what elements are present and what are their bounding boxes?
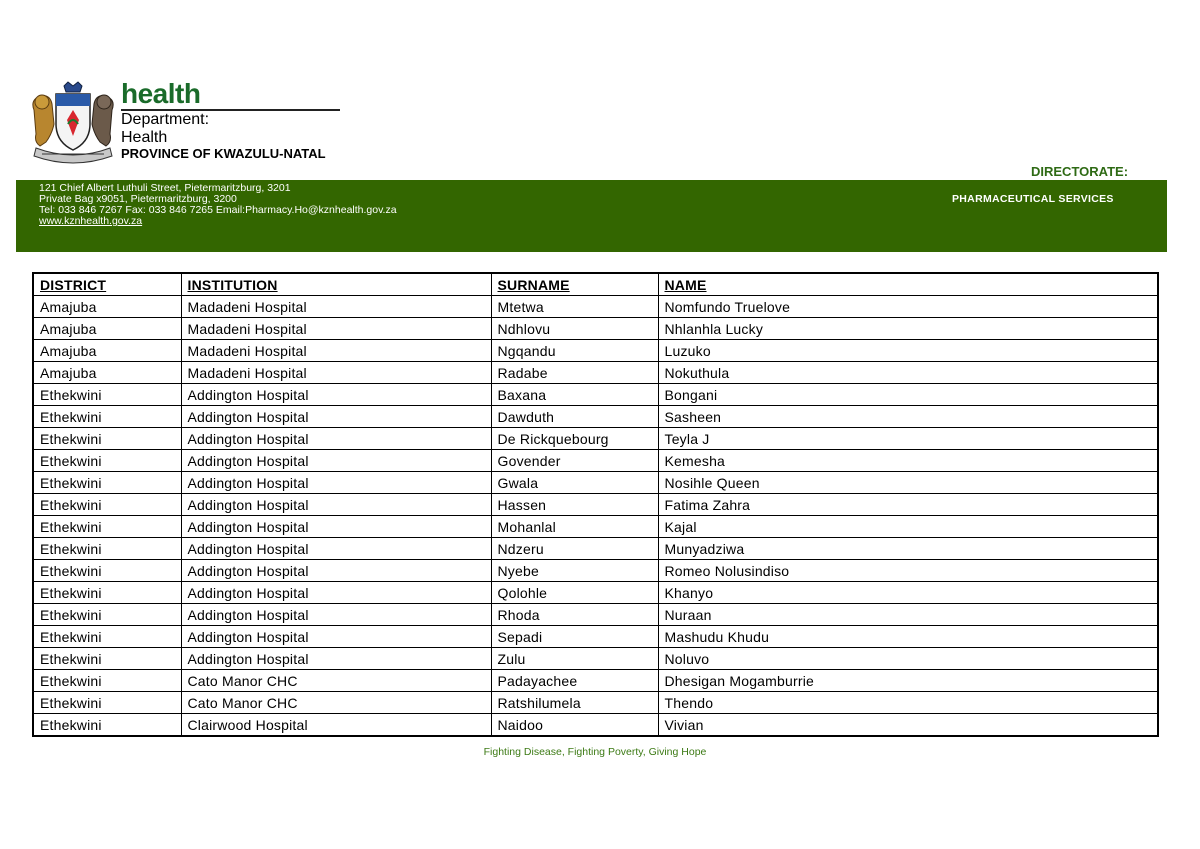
cell-district: Ethekwini (33, 714, 181, 737)
cell-name: Kajal (658, 516, 1158, 538)
cell-institution: Cato Manor CHC (181, 670, 491, 692)
directorate-label: DIRECTORATE: (1031, 164, 1129, 179)
slogan-footer: Fighting Disease, Fighting Poverty, Giving Hope (483, 746, 707, 758)
cell-surname: Ndzeru (491, 538, 658, 560)
cell-district: Ethekwini (33, 516, 181, 538)
cell-surname: Baxana (491, 384, 658, 406)
table-header-row (33, 273, 1158, 296)
table-row (33, 714, 1158, 737)
cell-institution: Addington Hospital (181, 428, 491, 450)
table-row (33, 494, 1158, 516)
department-label: Department: (121, 111, 210, 128)
table-row (33, 428, 1158, 450)
address-line-postal: Private Bag x9051, Pietermaritzburg, 3200 (39, 193, 237, 205)
cell-institution: Addington Hospital (181, 582, 491, 604)
staff-table (32, 272, 1159, 737)
cell-name: Sasheen (658, 406, 1158, 428)
cell-district: Ethekwini (33, 494, 181, 516)
table-row (33, 692, 1158, 714)
cell-district: Ethekwini (33, 604, 181, 626)
cell-institution: Addington Hospital (181, 560, 491, 582)
cell-surname: Gwala (491, 472, 658, 494)
cell-district: Ethekwini (33, 626, 181, 648)
table-row (33, 340, 1158, 362)
cell-institution: Clairwood Hospital (181, 714, 491, 737)
cell-district: Ethekwini (33, 450, 181, 472)
cell-surname: Ngqandu (491, 340, 658, 362)
cell-institution: Addington Hospital (181, 648, 491, 670)
column-header-surname: SURNAME (491, 273, 658, 296)
cell-surname: Ndhlovu (491, 318, 658, 340)
cell-surname: De Rickquebourg (491, 428, 658, 450)
address-line-street: 121 Chief Albert Luthuli Street, Pietermaritzburg, 3201 (39, 182, 291, 194)
cell-name: Vivian (658, 714, 1158, 737)
cell-district: Ethekwini (33, 538, 181, 560)
cell-institution: Madadeni Hospital (181, 296, 491, 318)
website-link[interactable]: www.kznhealth.gov.za (39, 215, 143, 227)
cell-institution: Cato Manor CHC (181, 692, 491, 714)
cell-surname: Naidoo (491, 714, 658, 737)
table-row (33, 318, 1158, 340)
table-row (33, 472, 1158, 494)
cell-district: Ethekwini (33, 384, 181, 406)
cell-surname: Nyebe (491, 560, 658, 582)
table-row (33, 362, 1158, 384)
address-banner (16, 180, 1167, 252)
table-row (33, 582, 1158, 604)
cell-name: Mashudu Khudu (658, 626, 1158, 648)
cell-district: Amajuba (33, 296, 181, 318)
cell-name: Kemesha (658, 450, 1158, 472)
kzn-coat-of-arms-logo (28, 80, 118, 166)
cell-institution: Addington Hospital (181, 538, 491, 560)
cell-district: Ethekwini (33, 582, 181, 604)
cell-institution: Addington Hospital (181, 472, 491, 494)
column-header-institution: INSTITUTION (181, 273, 491, 296)
cell-name: Noluvo (658, 648, 1158, 670)
cell-institution: Addington Hospital (181, 516, 491, 538)
cell-district: Ethekwini (33, 428, 181, 450)
directorate-name: PHARMACEUTICAL SERVICES (952, 193, 1114, 205)
cell-name: Fatima Zahra (658, 494, 1158, 516)
cell-name: Teyla J (658, 428, 1158, 450)
cell-district: Amajuba (33, 318, 181, 340)
column-header-name: NAME (658, 273, 1158, 296)
cell-name: Romeo Nolusindiso (658, 560, 1158, 582)
cell-institution: Addington Hospital (181, 494, 491, 516)
table-row (33, 516, 1158, 538)
address-block (39, 183, 397, 227)
cell-surname: Govender (491, 450, 658, 472)
cell-name: Nhlanhla Lucky (658, 318, 1158, 340)
cell-name: Munyadziwa (658, 538, 1158, 560)
cell-name: Nokuthula (658, 362, 1158, 384)
cell-surname: Mohanlal (491, 516, 658, 538)
cell-name: Luzuko (658, 340, 1158, 362)
cell-institution: Addington Hospital (181, 384, 491, 406)
cell-institution: Madadeni Hospital (181, 362, 491, 384)
table-row (33, 604, 1158, 626)
table-row (33, 626, 1158, 648)
cell-surname: Rhoda (491, 604, 658, 626)
cell-district: Ethekwini (33, 406, 181, 428)
address-line-contact: Tel: 033 846 7267 Fax: 033 846 7265 Email:Pharmacy.Ho@kznhealth.gov.za (39, 204, 397, 216)
cell-name: Thendo (658, 692, 1158, 714)
cell-district: Ethekwini (33, 692, 181, 714)
cell-name: Khanyo (658, 582, 1158, 604)
cell-district: Ethekwini (33, 670, 181, 692)
cell-surname: Mtetwa (491, 296, 658, 318)
table-row (33, 296, 1158, 318)
cell-name: Dhesigan Mogamburrie (658, 670, 1158, 692)
column-header-district: DISTRICT (33, 273, 181, 296)
province-name: PROVINCE OF KWAZULU-NATAL (121, 146, 326, 161)
cell-district: Ethekwini (33, 648, 181, 670)
cell-surname: Dawduth (491, 406, 658, 428)
brand-health-wordmark: health (121, 78, 201, 109)
table-row (33, 648, 1158, 670)
cell-surname: Hassen (491, 494, 658, 516)
cell-institution: Addington Hospital (181, 604, 491, 626)
cell-institution: Addington Hospital (181, 626, 491, 648)
table-row (33, 560, 1158, 582)
cell-name: Nomfundo Truelove (658, 296, 1158, 318)
department-name: Health (121, 129, 168, 146)
cell-district: Amajuba (33, 362, 181, 384)
cell-name: Nuraan (658, 604, 1158, 626)
cell-name: Bongani (658, 384, 1158, 406)
cell-name: Nosihle Queen (658, 472, 1158, 494)
cell-surname: Ratshilumela (491, 692, 658, 714)
cell-institution: Addington Hospital (181, 450, 491, 472)
cell-surname: Radabe (491, 362, 658, 384)
table-row (33, 384, 1158, 406)
table-body (33, 296, 1158, 737)
cell-district: Ethekwini (33, 560, 181, 582)
table-row (33, 450, 1158, 472)
cell-surname: Zulu (491, 648, 658, 670)
cell-surname: Qolohle (491, 582, 658, 604)
cell-surname: Padayachee (491, 670, 658, 692)
table-row (33, 670, 1158, 692)
cell-institution: Madadeni Hospital (181, 340, 491, 362)
cell-district: Ethekwini (33, 472, 181, 494)
table-row (33, 538, 1158, 560)
cell-district: Amajuba (33, 340, 181, 362)
cell-institution: Addington Hospital (181, 406, 491, 428)
cell-institution: Madadeni Hospital (181, 318, 491, 340)
table-row (33, 406, 1158, 428)
cell-surname: Sepadi (491, 626, 658, 648)
